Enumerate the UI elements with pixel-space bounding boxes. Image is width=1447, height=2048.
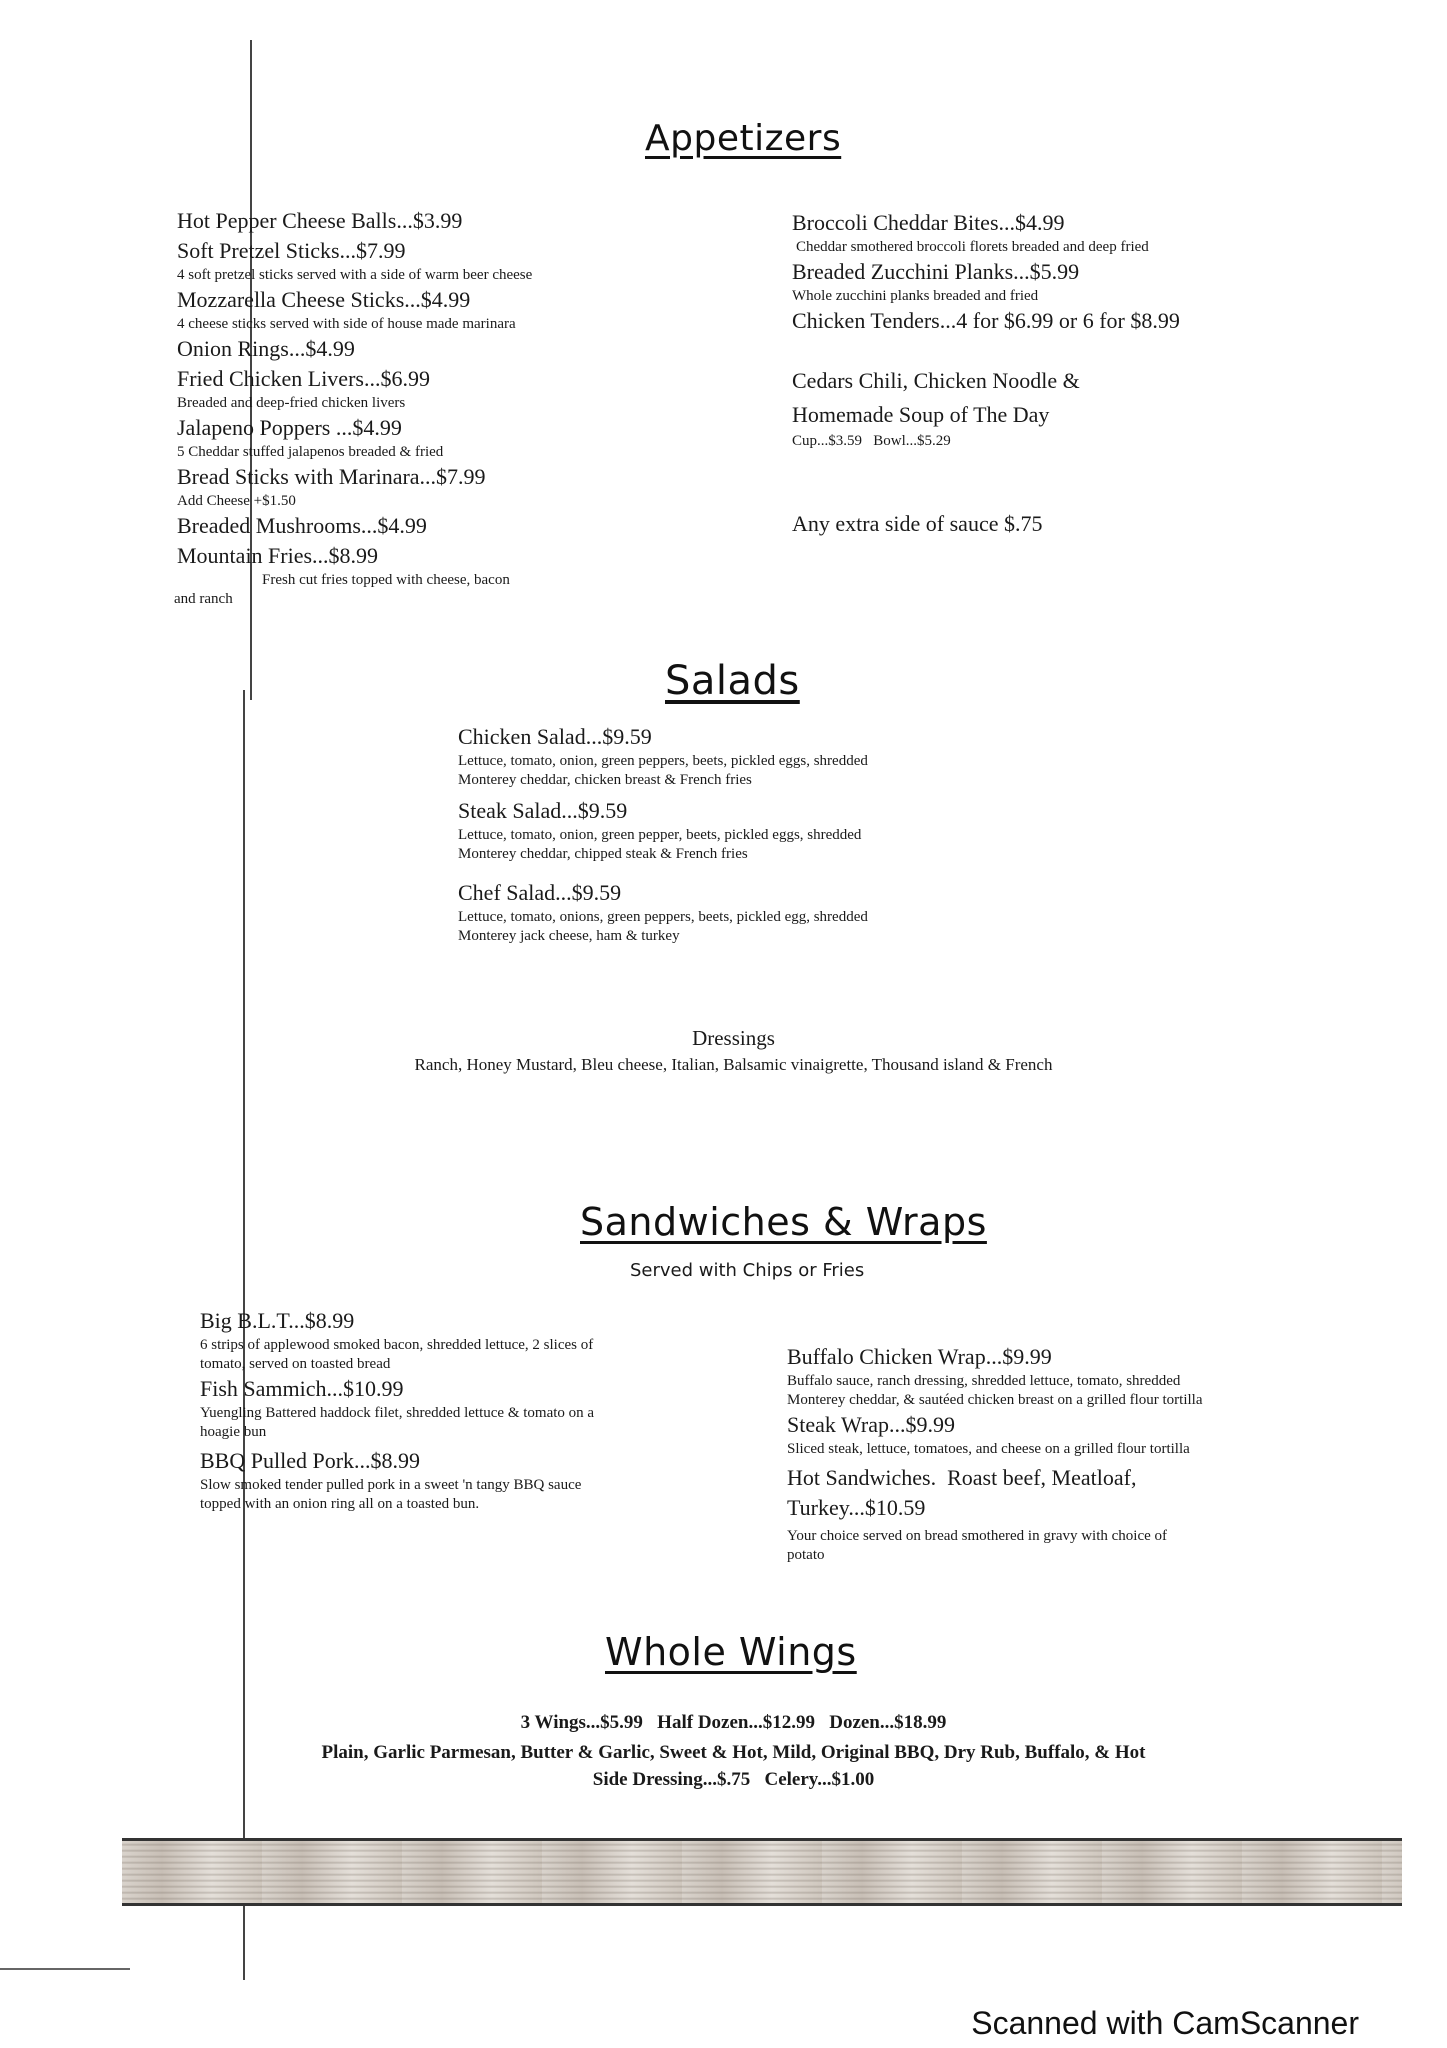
scan-edge-line bbox=[0, 1968, 130, 1970]
sandwiches-right-column bbox=[787, 1342, 1347, 1565]
menu-item: Breaded Mushrooms...$4.99 bbox=[177, 513, 427, 538]
menu-item: Buffalo Chicken Wrap...$9.99 bbox=[787, 1344, 1052, 1369]
soup-line: Homemade Soup of The Day bbox=[792, 402, 1050, 427]
item-description: Lettuce, tomato, onion, green pepper, beets, pickled eggs, shredded bbox=[458, 827, 862, 843]
menu-item: Steak Wrap...$9.99 bbox=[787, 1412, 955, 1437]
item-description: Monterey jack cheese, ham & turkey bbox=[458, 928, 680, 944]
soup-prices: Cup...$3.59 Bowl...$5.29 bbox=[792, 433, 951, 449]
menu-item: Chef Salad...$9.59 bbox=[458, 880, 622, 905]
menu-item: Fried Chicken Livers...$6.99 bbox=[177, 366, 430, 391]
wings-sides: Side Dressing...$.75 Celery...$1.00 bbox=[592, 1769, 875, 1790]
item-description: hoagie bun bbox=[200, 1424, 267, 1440]
item-description: Fresh cut fries topped with cheese, bacon bbox=[262, 572, 510, 588]
menu-item: Hot Sandwiches. Roast beef, Meatloaf, bbox=[787, 1465, 1137, 1490]
extra-sauce-note: Any extra side of sauce $.75 bbox=[792, 511, 1043, 536]
dressings-list: Ranch, Honey Mustard, Bleu cheese, Italian, Balsamic vinaigrette, Thousand island & French bbox=[414, 1055, 1053, 1074]
wings-prices: 3 Wings...$5.99 Half Dozen...$12.99 Dozen...$18.99 bbox=[520, 1712, 947, 1733]
item-description: Monterey cheddar, chipped steak & French fries bbox=[458, 846, 748, 862]
item-description: Whole zucchini planks breaded and fried bbox=[792, 288, 1039, 304]
menu-item: Bread Sticks with Marinara...$7.99 bbox=[177, 464, 486, 489]
item-description: Sliced steak, lettuce, tomatoes, and cheese on a grilled flour tortilla bbox=[787, 1441, 1190, 1457]
salads-list bbox=[458, 722, 1158, 946]
item-description: tomato, served on toasted bread bbox=[200, 1356, 391, 1372]
item-description: Monterey cheddar, chicken breast & French fries bbox=[458, 772, 752, 788]
scanner-watermark: Scanned with CamScanner bbox=[971, 2005, 1359, 2041]
menu-item: Chicken Tenders...4 for $6.99 or 6 for $8.99 bbox=[792, 308, 1180, 333]
item-description: Lettuce, tomato, onions, green peppers, beets, pickled egg, shredded bbox=[458, 909, 868, 925]
wings-flavors: Plain, Garlic Parmesan, Butter & Garlic, Sweet & Hot, Mild, Original BBQ, Dry Rub, Buffalo, & Hot bbox=[321, 1742, 1146, 1763]
appetizers-heading: Appetizers bbox=[645, 118, 842, 159]
item-description: 5 Cheddar stuffed jalapenos breaded & fried bbox=[177, 444, 444, 460]
item-description: 4 cheese sticks served with side of house made marinara bbox=[177, 316, 516, 332]
item-description: Your choice served on bread smothered in gravy with choice of bbox=[787, 1528, 1168, 1544]
menu-item: Jalapeno Poppers ...$4.99 bbox=[177, 415, 402, 440]
menu-item: Fish Sammich...$10.99 bbox=[200, 1376, 404, 1401]
item-description: Breaded and deep-fried chicken livers bbox=[177, 395, 406, 411]
menu-item: Hot Pepper Cheese Balls...$3.99 bbox=[177, 208, 463, 233]
item-description: Lettuce, tomato, onion, green peppers, beets, pickled eggs, shredded bbox=[458, 753, 868, 769]
item-description: 4 soft pretzel sticks served with a side of warm beer cheese bbox=[177, 267, 533, 283]
menu-item: BBQ Pulled Pork...$8.99 bbox=[200, 1448, 421, 1473]
item-description: Monterey cheddar, & sautéed chicken breast on a grilled flour tortilla bbox=[787, 1392, 1203, 1408]
item-description: Cheddar smothered broccoli florets breaded and deep fried bbox=[796, 239, 1149, 255]
item-description: Yuengling Battered haddock filet, shredded lettuce & tomato on a bbox=[200, 1405, 595, 1421]
soup-line: Cedars Chili, Chicken Noodle & bbox=[792, 368, 1080, 393]
salads-heading: Salads bbox=[665, 658, 800, 704]
wood-border-strip bbox=[122, 1838, 1402, 1906]
sandwiches-left-column bbox=[200, 1306, 760, 1514]
menu-item: Soft Pretzel Sticks...$7.99 bbox=[177, 238, 406, 263]
menu-item: Turkey...$10.59 bbox=[787, 1495, 926, 1520]
appetizers-right-column bbox=[792, 208, 1352, 539]
item-description: potato bbox=[787, 1547, 825, 1563]
menu-item: Mountain Fries...$8.99 bbox=[177, 543, 379, 568]
dressings-title: Dressings bbox=[692, 1026, 775, 1050]
menu-item: Broccoli Cheddar Bites...$4.99 bbox=[792, 210, 1065, 235]
menu-item: Steak Salad...$9.59 bbox=[458, 798, 628, 823]
menu-item: Breaded Zucchini Planks...$5.99 bbox=[792, 259, 1080, 284]
menu-item: Onion Rings...$4.99 bbox=[177, 336, 355, 361]
menu-item: Chicken Salad...$9.59 bbox=[458, 724, 652, 749]
sandwiches-subtitle: Served with Chips or Fries bbox=[630, 1260, 865, 1281]
menu-item: Mozzarella Cheese Sticks...$4.99 bbox=[177, 287, 471, 312]
item-description: Add Cheese +$1.50 bbox=[177, 493, 296, 509]
item-description: topped with an onion ring all on a toasted bun. bbox=[200, 1496, 480, 1512]
item-description: 6 strips of applewood smoked bacon, shredded lettuce, 2 slices of bbox=[200, 1337, 594, 1353]
appetizers-left-column bbox=[174, 206, 697, 609]
item-description: and ranch bbox=[174, 591, 233, 607]
wings-heading: Whole Wings bbox=[605, 1630, 857, 1674]
sandwiches-heading: Sandwiches & Wraps bbox=[580, 1200, 987, 1244]
menu-item: Big B.L.T...$8.99 bbox=[200, 1308, 355, 1333]
item-description: Slow smoked tender pulled pork in a sweet 'n tangy BBQ sauce bbox=[200, 1477, 582, 1493]
item-description: Buffalo sauce, ranch dressing, shredded lettuce, tomato, shredded bbox=[787, 1373, 1181, 1389]
